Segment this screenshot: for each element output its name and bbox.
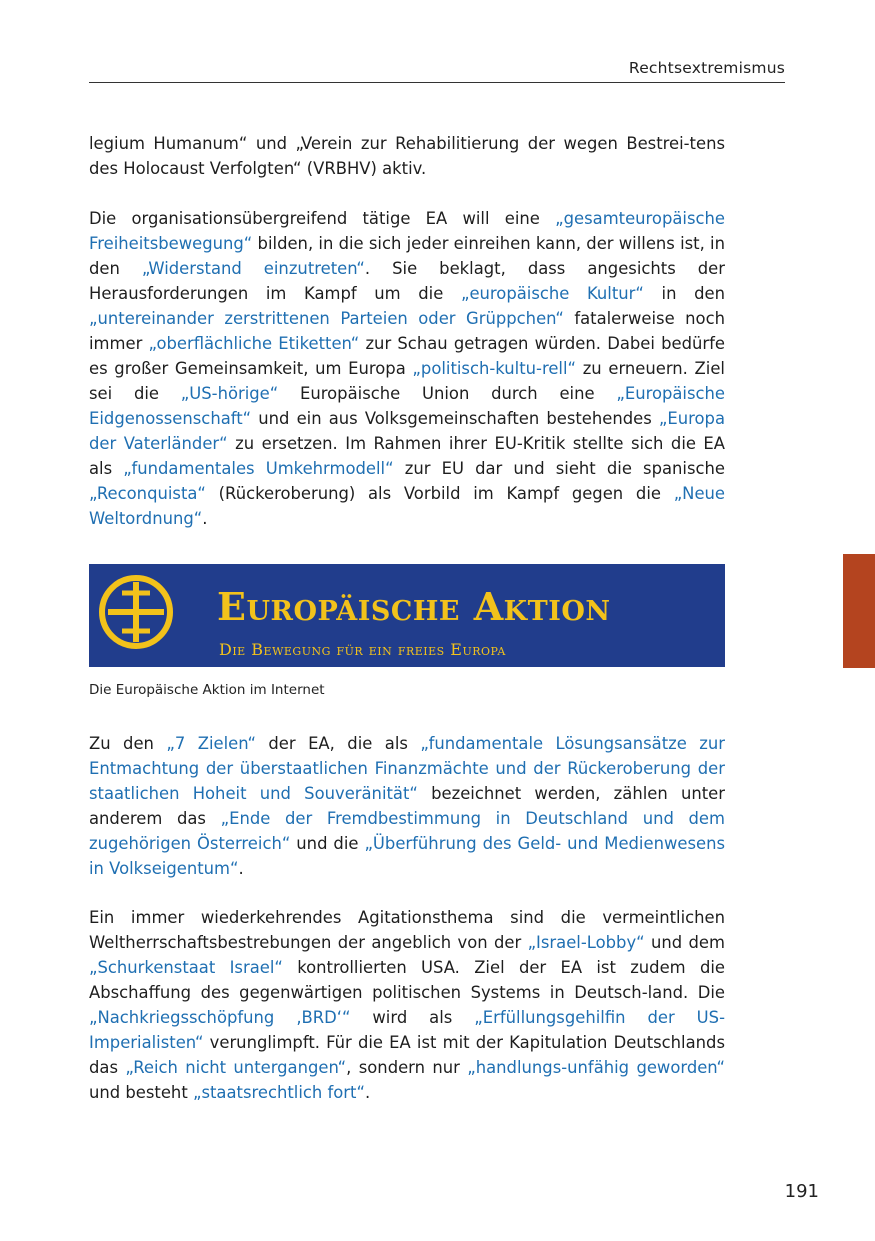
quoted-term: „fundamentales Umkehrmodell“: [123, 459, 394, 478]
page-number: 191: [784, 1181, 819, 1202]
quoted-term: „Europäische Eidgenossenschaft“: [89, 384, 726, 428]
text-run: legium Humanum“ und „Verein zur Rehabilitierung der wegen Bestrei-tens des Holocaust Verfolgten“ (VRBHV) aktiv.: [89, 134, 725, 178]
quoted-term: „fundamentale Lösungsansätze zur Entmachtung der überstaatlichen Finanzmächte und der Rückeroberung der staatlichen Hoheit und Souveränität“: [89, 734, 725, 803]
text-run: Zu den: [89, 734, 167, 753]
quoted-term: „Nachkriegsschöpfung ‚BRD‘“: [89, 1008, 351, 1027]
paragraph-1: [89, 131, 725, 181]
header-rule: [89, 82, 785, 83]
quoted-term: „Ende der Fremdbestimmung in Deutschland und dem zugehörigen Österreich“: [89, 809, 725, 853]
text-run: (Rückeroberung) als Vorbild im Kampf gegen die: [205, 484, 674, 503]
quoted-term: „untereinander zerstrittenen Parteien oder Grüppchen“: [89, 309, 564, 328]
text-run: bilden, in die sich jeder einreihen kann, der willens ist, in den: [89, 234, 725, 278]
text-run: .: [202, 509, 208, 528]
text-run: zur EU dar und sieht die spanische: [393, 459, 725, 478]
text-run: zur Schau getragen würden. Dabei bedürfe es großer Gemeinsamkeit, um Europa: [89, 334, 725, 378]
text-run: kontrollierten USA. Ziel der EA ist zudem die Abschaffung des gegenwärtigen politischen Systems in Deutsch-land. Die: [89, 958, 725, 1002]
quoted-term: „Neue Weltordnung“: [89, 484, 725, 528]
text-run: der EA, die als: [255, 734, 421, 753]
quoted-term: „Israel-Lobby“: [527, 933, 645, 952]
text-run: und dem: [644, 933, 725, 952]
text-run: verunglimpft. Für die EA ist mit der Kapitulation Deutschlands das: [89, 1033, 725, 1077]
running-header: Rechtsextremismus: [628, 59, 785, 77]
text-run: .: [238, 859, 244, 878]
text-run: zu erneuern. Ziel sei die: [89, 359, 725, 403]
quoted-term: „Erfüllungsgehilfin der US-Imperialisten“: [89, 1008, 725, 1052]
quoted-term: „Europa der Vaterländer“: [89, 409, 725, 453]
quoted-term: „politisch-kultu-rell“: [412, 359, 577, 378]
text-run: bezeichnet werden, zählen unter anderem das: [89, 784, 725, 828]
paragraph-4: [89, 905, 725, 1105]
text-run: , sondern nur: [346, 1058, 468, 1077]
paragraph-3: [89, 731, 725, 881]
quoted-term: „US-hörige“: [180, 384, 279, 403]
quoted-term: „gesamteuropäische Freiheitsbewegung“: [89, 209, 725, 253]
quoted-term: „7 Zielen“: [166, 734, 256, 753]
quoted-term: „oberflächliche Etiketten“: [148, 334, 360, 353]
text-run: . Sie beklagt, dass angesichts der Herausforderungen im Kampf um die: [89, 259, 725, 303]
quoted-term: „Überführung des Geld- und Medienwesens in Volkseigentum“: [89, 834, 725, 878]
text-run: zu ersetzen. Im Rahmen ihrer EU-Kritik stellte sich die EA als: [89, 434, 726, 478]
text-run: Europäische Union durch eine: [278, 384, 617, 403]
text-run: Ein immer wiederkehrendes Agitationsthema sind die vermeintlichen Weltherrschaftsbestrebungen der angeblich von der: [89, 908, 725, 952]
text-run: fatalerweise noch immer: [89, 309, 725, 353]
text-run: wird als: [350, 1008, 475, 1027]
europaeische-aktion-banner: [89, 564, 725, 667]
quoted-term: „europäische Kultur“: [460, 284, 644, 303]
quoted-term: „handlungs-unfähig geworden“: [467, 1058, 725, 1077]
banner-subtitle: Die Bewegung für ein freies Europa: [219, 640, 506, 659]
text-run: und die: [290, 834, 365, 853]
text-run: .: [364, 1083, 371, 1102]
paragraph-2: [89, 206, 725, 531]
quoted-term: „Reconquista“: [89, 484, 206, 503]
quoted-term: „Widerstand einzutreten“: [141, 259, 365, 278]
chapter-side-tab: [843, 554, 875, 668]
text-run: und ein aus Volksgemeinschaften bestehendes: [251, 409, 659, 428]
quoted-term: „Reich nicht untergangen“: [125, 1058, 347, 1077]
quoted-term: „Schurkenstaat Israel“: [89, 958, 283, 977]
text-run: und besteht: [89, 1083, 193, 1102]
text-run: in den: [643, 284, 725, 303]
text-run: Die organisationsübergreifend tätige EA will eine: [89, 209, 556, 228]
image-caption: Die Europäische Aktion im Internet: [89, 682, 325, 698]
quoted-term: „staatsrechtlich fort“: [192, 1083, 365, 1102]
banner-title: Europäische Aktion: [217, 584, 611, 629]
